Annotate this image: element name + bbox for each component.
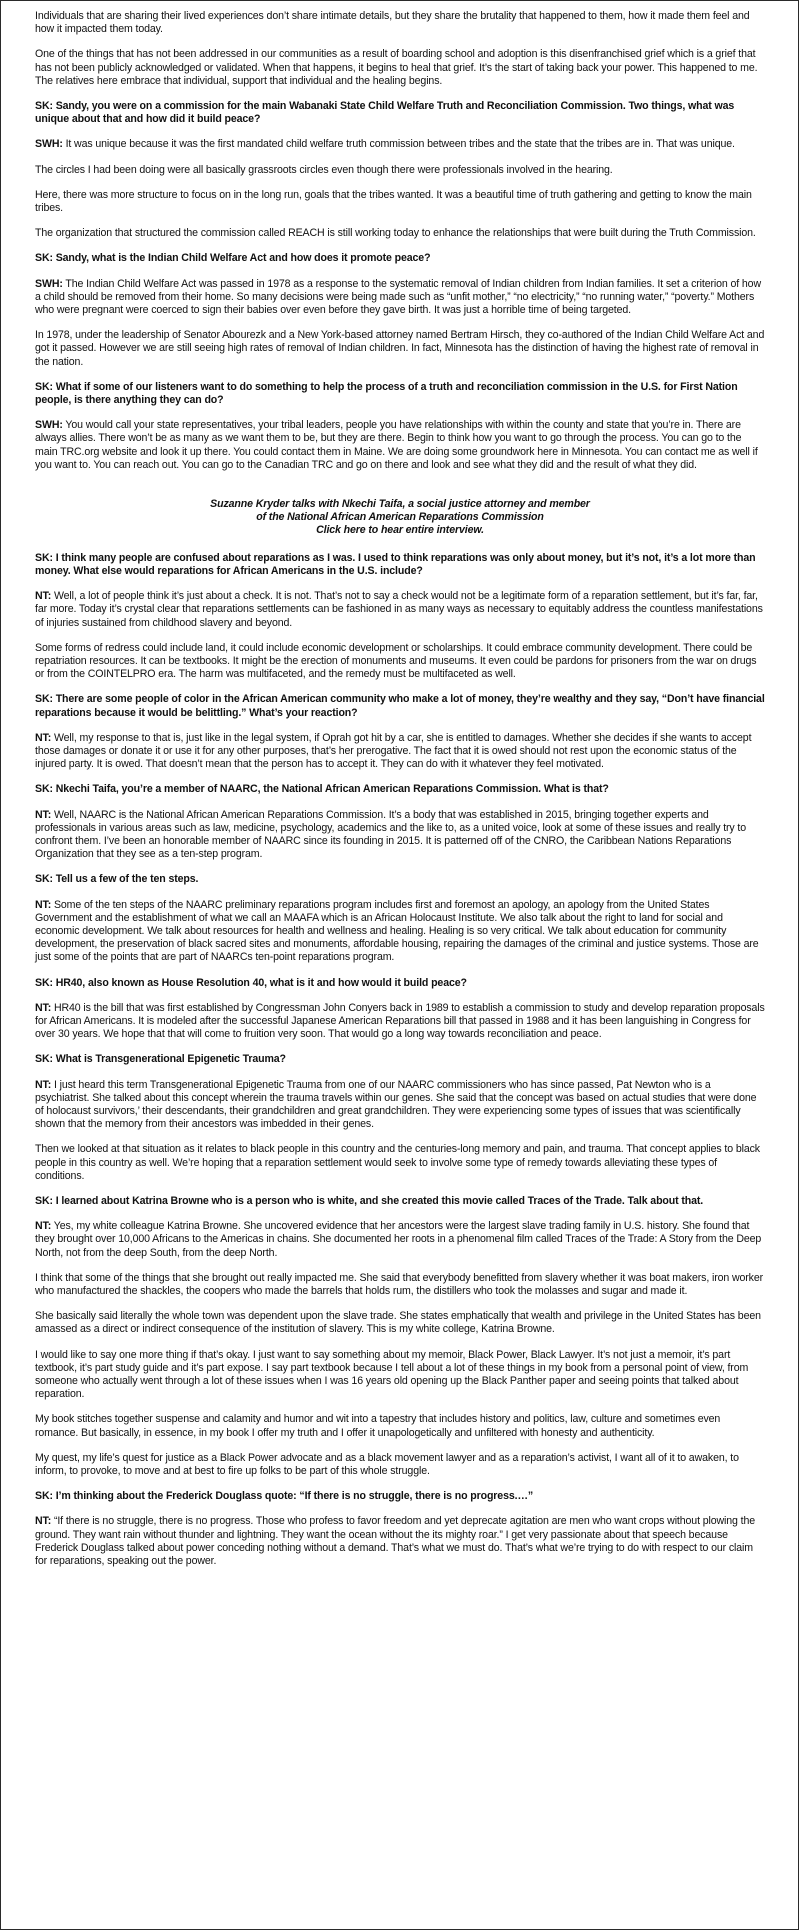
interviewee-answer [35, 1220, 765, 1260]
interlude-text: of the National African American Reparations Commission [256, 511, 544, 524]
paragraph: My book stitches together suspense and calamity and humor and wit into a tapestry that includes history and politics, law, culture and sometimes even romance. But basically, in essence, in my book I offer my truth and I offer it unapologetically and unfiltered with honesty and authenticity. [35, 1413, 721, 1439]
interviewee-answer [35, 899, 765, 965]
interviewer-question: SK: I’m thinking about the Frederick Douglass quote: “If there is no struggle, there is no progress.…” [35, 1490, 534, 1503]
interviewee-answer [35, 1079, 765, 1132]
interviewee-answer [35, 1515, 765, 1568]
interviewer-question: SK: I think many people are confused about reparations as I was. I used to think reparations was only about money, but it’s not, it’s a lot more than money. What else would reparations for African Americans in the U.S. include? [35, 551, 756, 577]
interviewer-question: SK: Nkechi Taifa, you’re a member of NAARC, the National African American Reparations Commission. What is that? [35, 783, 609, 796]
interviewee-answer [35, 1002, 765, 1042]
answer-text: The Indian Child Welfare Act was passed in 1978 as a response to the systematic removal of Indian children from Indian families. It set a criterion of how a child should be removed from their home. So many decisions were being made such as “unfit mother,” “no electricity,” “no running water,” “poverty.” Mothers who were pregnant were coerced to sign their babies over even before they gave birth. It was just a horrible time of being targeted. [35, 277, 761, 317]
paragraph: My quest, my life’s quest for justice as a Black Power advocate and as a black movement lawyer and as a reparation’s activist, I want all of it to awaken, to inform, to provoke, to move and at best to fire up folks to be part of this whole struggle. [35, 1451, 739, 1478]
answer-text: HR40 is the bill that was first established by Congressman John Conyers back in 1989 to establish a commission to study and develop reparation proposals for African Americans. It is modeled after the successful Japanese American Reparations bill that passed in 1988 and it has been languishing in Congress for over 30 years. We hope that that will come to fruition very soon. That would go a long way towards reconciliation and peace. [35, 1001, 765, 1041]
transcript-body [35, 10, 765, 1568]
interviewer-question: SK: What is Transgenerational Epigenetic Trauma? [35, 1053, 286, 1066]
speaker-label: NT: [35, 731, 52, 744]
interviewer-question: SK: There are some people of color in the African American community who make a lot of money, they’re wealthy and they say, “Don’t have financial reparations because it would be belittling.” What’s your reaction? [35, 693, 765, 719]
speaker-label: NT: [35, 1220, 52, 1233]
speaker-label: SWH: [35, 138, 63, 151]
interviewee-answer [35, 809, 765, 862]
interviewee-answer [35, 278, 765, 318]
answer-text: Well, my response to that is, just like in the legal system, if Oprah got hit by a car, she is entitled to damages. Whether she decides if she wants to accept those damages or donate it or use it for any other purposes, that’s her prerogative. The fact that it is owed should not rest upon the economic status of the injured party. It is owed. That doesn’t mean that the person has to accept it. They can do with it whatever they feel motivated. [35, 731, 752, 771]
answer-text: You would call your state representatives, your tribal leaders, people you have relationships with within the county and state that you’re in. There are always allies. There won’t be as many as we want them to be, but they are there. Begin to think how you want to go through the process. You can go to the main TRC.org website and look it up there. You could contact them in Maine. We are doing some groundwork here in Minnesota. You can contact me as well if you want to. You can reach out. You can go to the Canadian TRC and go on there and look and see what they did and the result of what they did. [35, 419, 758, 471]
answer-text: Some of the ten steps of the NAARC preliminary reparations program includes first and foremost an apology, an apology from the United States Government and the establishment of what we call an MAAFA which is an African Holocaust Institute. We also talk about the right to land for social and economic development. We talk about resources for health and wellness and healing. Healing is so very critical. We talk about education for community development, the preservation of black sacred sites and monuments, affordable housing, repairing the damages of the criminal and justice systems. Those are just some of the points that are part of NAARCs ten-point reparations program. [35, 898, 759, 964]
interviewer-question: SK: What if some of our listeners want to do something to help the process of a truth and reconciliation commission in the U.S. for First Nation people, is there anything they can do? [35, 380, 738, 407]
answer-text: Well, a lot of people think it’s just about a check. It is not. That’s not to say a check would not be a legitimate form of a reparation settlement, but it’s far, far, far more. Today it’s crystal clear that reparations settlements can be fashioned in as many ways as necessary to equitably address the countless manifestations of injuries sustained from childhood slavery and beyond. [35, 590, 763, 629]
answer-text: Yes, my white colleague Katrina Browne. She uncovered evidence that her ancestors were the largest slave trading family in U.S. history. She found that they brought over 10,000 Africans to the Americas in chains. She documented her roots in a phenomenal film called Traces of the Trade: A Story from the Deep North, not from the deep South, from the deep North. [35, 1220, 762, 1259]
paragraph: The organization that structured the commission called REACH is still working today to enhance the relationships that were built during the Truth Commission. [35, 227, 756, 240]
paragraph: She basically said literally the whole town was dependent upon the slave trade. She states emphatically that wealth and privilege in the United States has been amassed as a direct or indirect consequence of the institution of slavery. This is my white college, Katrina Browne. [35, 1310, 761, 1336]
paragraph: Then we looked at that situation as it relates to black people in this country and the centuries-long memory and pain, and trauma. That concept applies to black people in this country as well. We’re hoping that a reparation settlement would seek to involve some type of remedy towards alleviating these types of conditions. [35, 1143, 760, 1182]
interviewee-answer [35, 590, 765, 630]
interviewee-answer [35, 732, 765, 772]
answer-text: It was unique because it was the first mandated child welfare truth commission between tribes and the state that the tribes are in. That was unique. [62, 138, 735, 151]
speaker-label: NT: [35, 898, 52, 911]
answer-text: Well, NAARC is the National African American Reparations Commission. It’s a body that was established in 2015, bringing together experts and professionals in various areas such as law, medicine, psychology, academics and the like to, as a united voice, look at some of these issues and really try to confront them. I’ve been an honorable member of NAARC since its founding in 2015. It is patterned off of the CNRO, the Caribbean Nations Reparations Organization that they see as a ten-step program. [35, 808, 747, 861]
interlude-text: Suzanne Kryder talks with Nkechi Taifa, a social justice attorney and member [210, 498, 590, 511]
speaker-label: NT: [35, 1515, 52, 1528]
interviewer-question: SK: Sandy, you were on a commission for the main Wabanaki State Child Welfare Truth and Reconciliation Commission. Two things, what was unique about that and how did it build peace? [35, 100, 735, 126]
answer-text: “If there is no struggle, there is no progress. Those who profess to favor freedom and yet deprecate agitation are men who want crops without plowing the ground. They want rain without thunder and lightning. They want the ocean without the its mighty roar.” I get very passionate about that speech because Frederick Douglass talked about power conceding nothing without a demand. That’s what we must do. That’s what we’re trying to do with respect to our claim for reparations, speaking out the power. [35, 1515, 755, 1568]
hear-interview-link[interactable]: Click here to hear entire interview. [316, 524, 484, 537]
interviewee-answer [35, 138, 765, 151]
interviewer-question: SK: I learned about Katrina Browne who is a person who is white, and she created this movie called Traces of the Trade. Talk about that. [35, 1195, 704, 1207]
interviewer-question: SK: Sandy, what is the Indian Child Welfare Act and how does it promote peace? [35, 252, 431, 265]
interviewee-answer [35, 419, 765, 472]
paragraph: Here, there was more structure to focus on in the long run, goals that the tribes wanted. It was a beautiful time of truth gathering and getting to know the main tribes. [35, 188, 752, 215]
paragraph: In 1978, under the leadership of Senator Abourezk and a New York-based attorney named Bertram Hirsch, they co-authored of the Indian Child Welfare Act and got it passed. However we are still seeing high rates of removal of Indian children. In fact, Minnesota has the distinction of having the highest rate of removal in the nation. [35, 329, 765, 368]
interviewer-question: SK: Tell us a few of the ten steps. [35, 873, 199, 886]
interview-interlude [35, 498, 765, 538]
speaker-label: SWH: [35, 277, 63, 290]
paragraph: The circles I had been doing were all basically grassroots circles even though there were professionals involved in the hearing. [35, 163, 613, 176]
paragraph: I would like to say one more thing if that’s okay. I just want to say something about my memoir, Black Power, Black Lawyer. It’s not just a memoir, it’s part textbook, it’s part study guide and it’s part expose. I say part textbook because I tell about a lot of these things in my book from a personal point of view, from someone who actually went through a lot of these issues when I was 16 years old opening up the Black Panther paper and seeing points that talked about reparation. [35, 1348, 749, 1401]
paragraph: One of the things that has not been addressed in our communities as a result of boarding school and adoption is this disenfranchised grief which is a grief that has not been publicly acknowledged or validated. When that happens, it begins to heal that grief. It’s the start of taking back your power. This happened to me. The relatives here embrace that individual, support that individual and the healing begins. [35, 48, 758, 87]
speaker-label: NT: [35, 1078, 52, 1091]
paragraph: Individuals that are sharing their lived experiences don’t share intimate details, but they share the brutality that happened to them, how it made them feel and how it impacted them today. [35, 10, 750, 36]
paragraph: I think that some of the things that she brought out really impacted me. She said that everybody benefitted from slavery whether it was boat makers, iron worker who manufactured the shackles, the coopers who made the barrels that holds rum, the distillers who took the molasses and sugar and made it. [35, 1271, 764, 1298]
speaker-label: NT: [35, 590, 52, 603]
speaker-label: NT: [35, 1001, 52, 1014]
paragraph: Some forms of redress could include land, it could include economic development or scholarships. It could embrace community development. There could be repatriation resources. It can be textbooks. It might be the erection of monuments and museums. It even could be pardons for prisoners from the war on drugs or from the COINTELPRO era. The harm was multifaceted, and the remedy must be multifaceted as well. [35, 641, 757, 681]
answer-text: I just heard this term Transgenerational Epigenetic Trauma from one of our NAARC commissioners who has since passed, Pat Newton who is a psychiatrist. She talked about this concept wherein the trauma travels within our genes. She said that the concept was based on actual studies that were done of holocaust survivors,’ their descendants, their grandchildren and great grandchildren. They were experiencing some types of issues that was scientifically shown that the memory from their ancestors was imbedded in their genes. [35, 1078, 757, 1131]
speaker-label: NT: [35, 808, 52, 821]
speaker-label: SWH: [35, 419, 63, 432]
interviewer-question: SK: HR40, also known as House Resolution 40, what is it and how would it build peace? [35, 976, 467, 989]
